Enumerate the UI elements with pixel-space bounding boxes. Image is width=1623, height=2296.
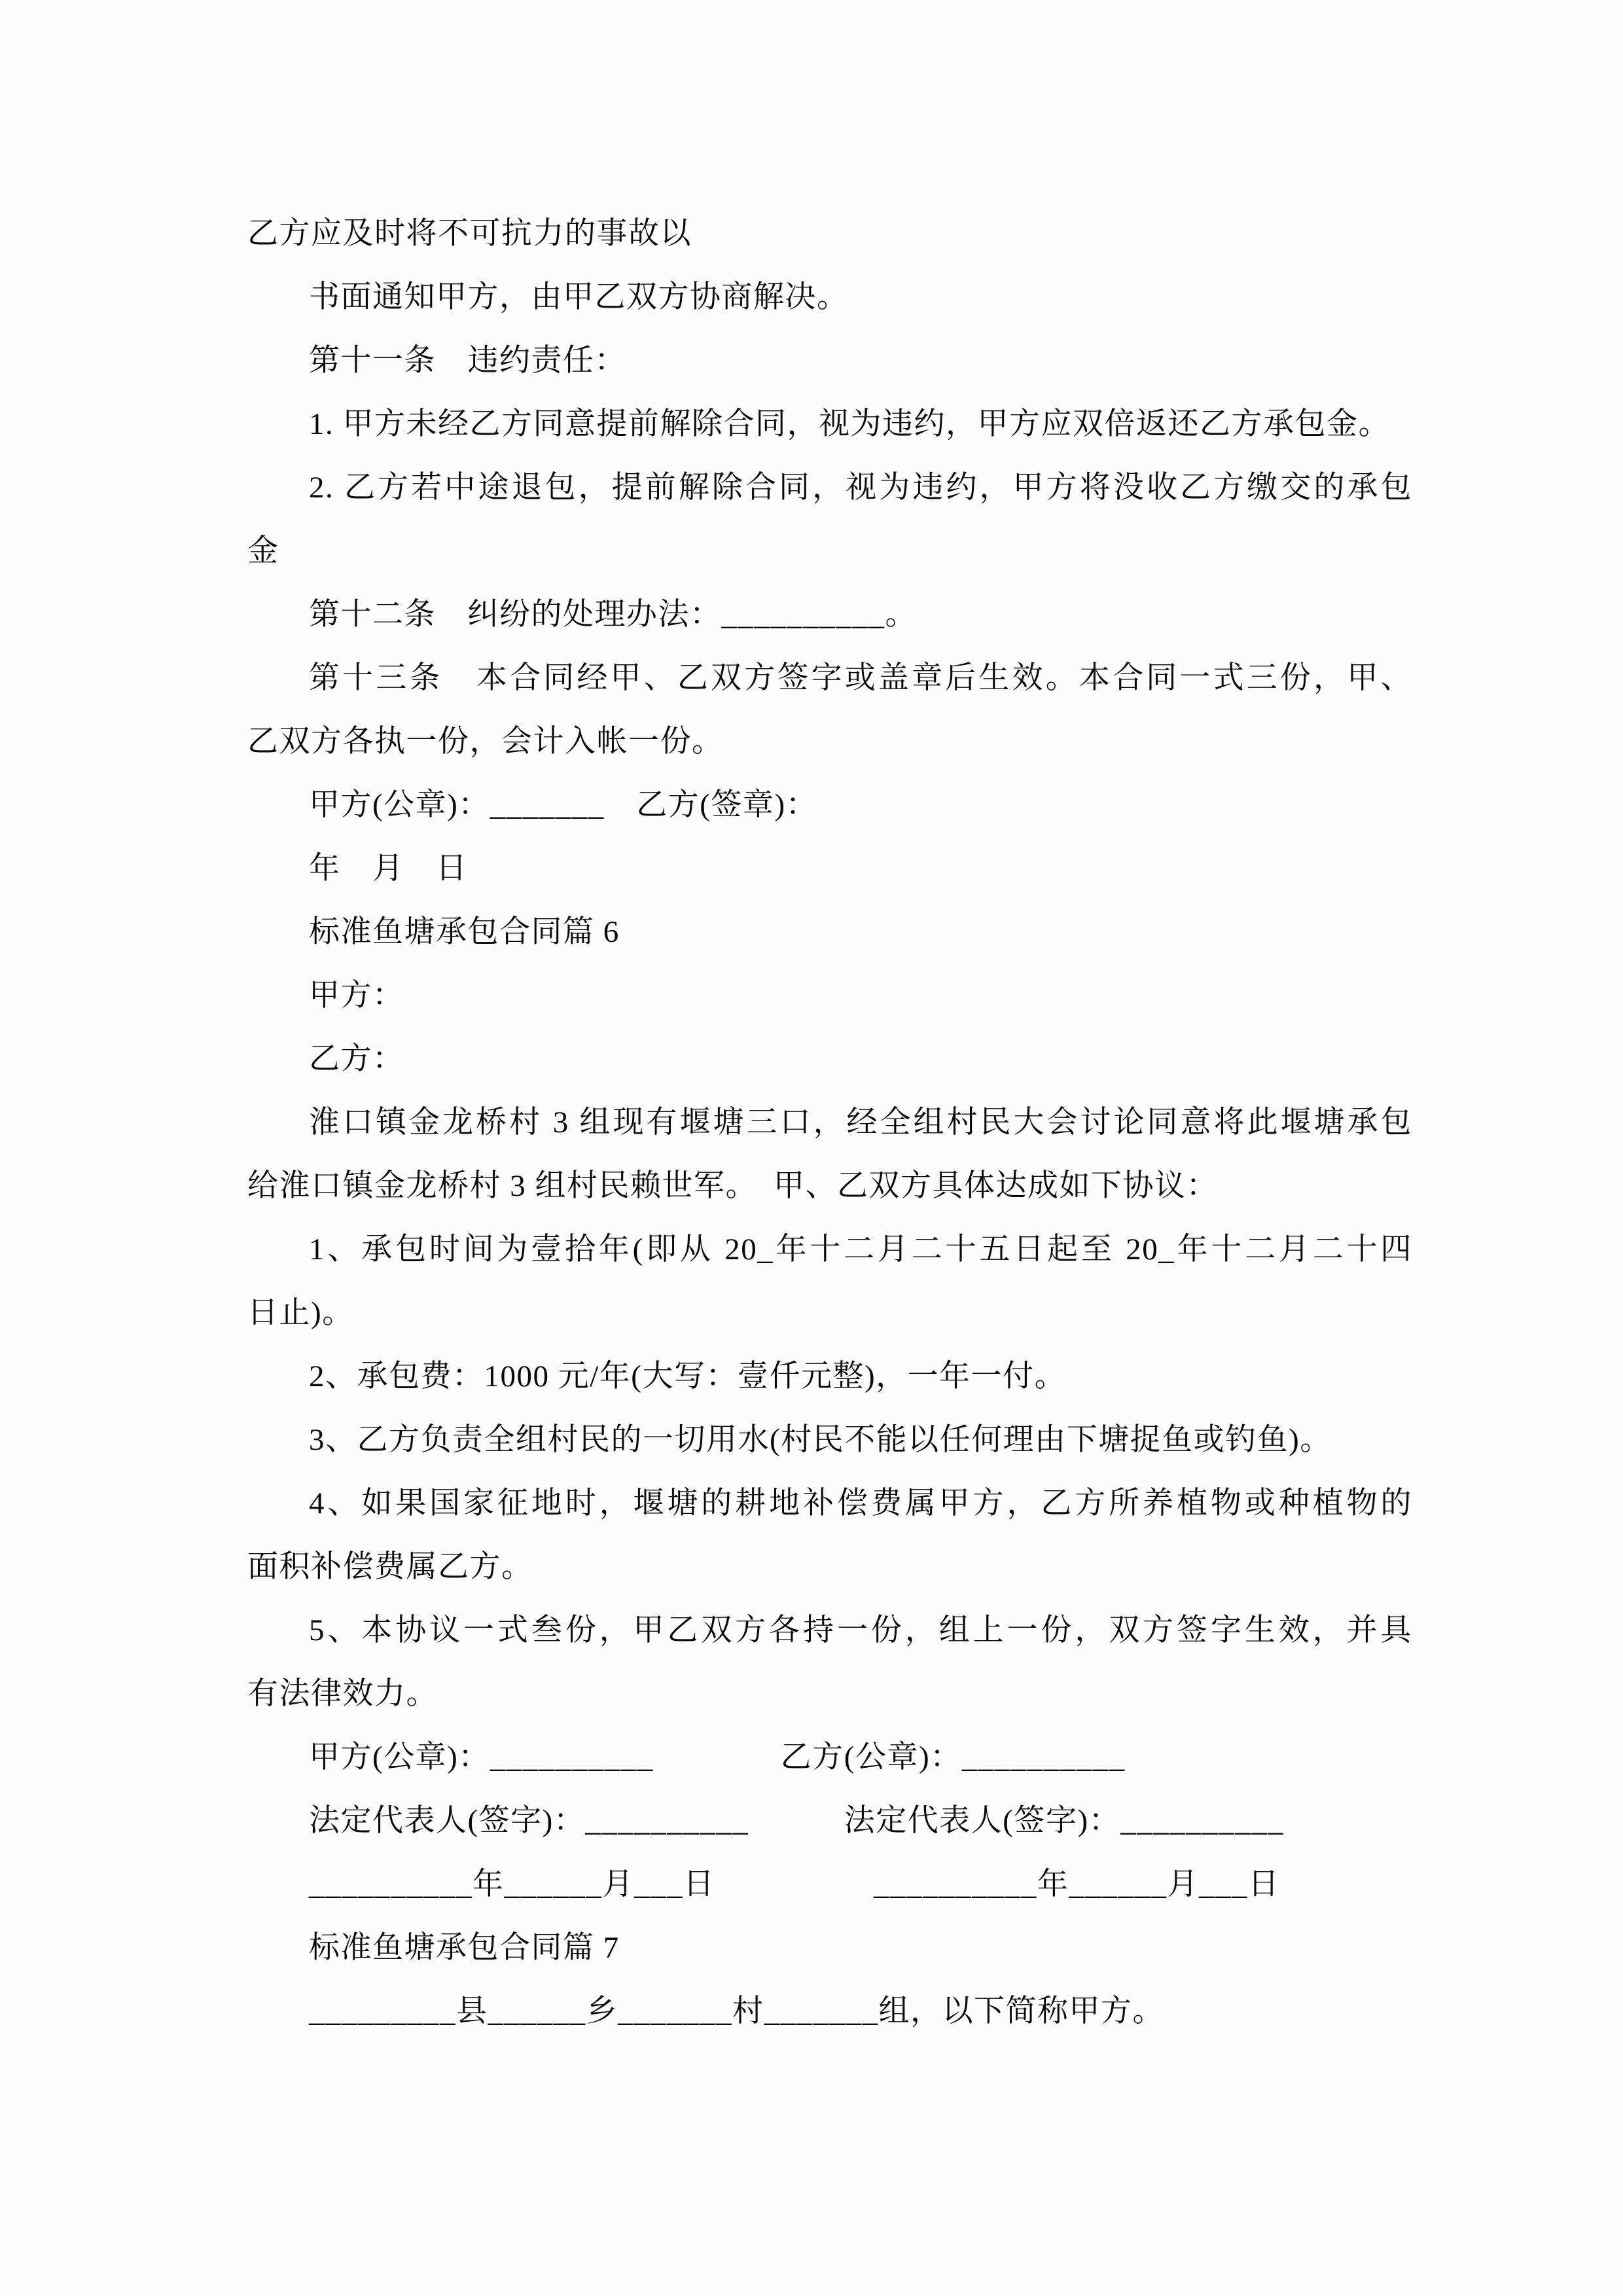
date-line: 年 月 日 [309,852,468,886]
contract-text-block [247,202,1412,2043]
text-line: 乙方应及时将不可抗力的事故以 [247,217,692,251]
date-line: __________年______月___日 __________年______月___日 [309,1867,1280,1901]
agreement-item-4: 4、如果国家征地时，堰塘的耕地补偿费属甲方，乙方所养植物或种植物的 [309,1486,1412,1520]
text-line: 金 [247,534,279,568]
clause-11-item-2: 2. 乙方若中途退包，提前解除合同，视为违约，甲方将没收乙方缴交的承包 [309,471,1412,505]
text-line: 书面通知甲方，由甲乙双方协商解决。 [309,280,849,314]
text-line: 乙双方各执一份，会计入帐一份。 [247,725,724,759]
text-line: 有法律效力。 [247,1677,438,1711]
clause-13-heading: 第十三条 本合同经甲、乙双方签字或盖章后生效。本合同一式三份，甲、 [309,661,1412,695]
clause-12-heading: 第十二条 纠纷的处理办法：__________。 [309,598,917,632]
agreement-item-2: 2、承包费：1000 元/年(大写：壹仟元整)，一年一付。 [309,1359,1067,1393]
preamble-line: 淮口镇金龙桥村 3 组现有堰塘三口，经全组村民大会讨论同意将此堰塘承包 [309,1105,1412,1139]
clause-11-heading: 第十一条 违约责任： [309,344,626,378]
party-b-label: 乙方： [309,1042,404,1076]
legal-representative-line: 法定代表人(签字)：__________ 法定代表人(签字)：__________ [309,1804,1285,1838]
section-title-part-7: 标准鱼塘承包合同篇 7 [309,1931,620,1965]
text-line: 面积补偿费属乙方。 [247,1550,533,1584]
party-a-label: 甲方： [309,978,404,1013]
section-title-part-6: 标准鱼塘承包合同篇 6 [309,915,620,949]
agreement-item-5: 5、本协议一式叁份，甲乙双方各持一份，组上一份，双方签字生效，并具 [309,1613,1412,1647]
agreement-item-1: 1、承包时间为壹拾年(即从 20_年十二月二十五日起至 20_年十二月二十四 [309,1232,1412,1266]
signature-line: 甲方(公章)：_______ 乙方(签章)： [309,788,818,822]
text-line: 日止)。 [247,1296,354,1330]
agreement-item-3: 3、乙方负责全组村民的一切用水(村民不能以任何理由下塘捉鱼或钓鱼)。 [309,1423,1332,1457]
party-a-location-line: _________县______乡_______村_______组，以下简称甲方。 [309,1994,1164,2028]
preamble-line: 给淮口镇金龙桥村 3 组村民赖世军。 甲、乙双方具体达成如下协议： [247,1169,1218,1203]
signature-line: 甲方(公章)：__________ 乙方(公章)：__________ [309,1740,1126,1774]
clause-11-item-1: 1. 甲方未经乙方同意提前解除合同，视为违约，甲方应双倍返还乙方承包金。 [309,407,1390,441]
